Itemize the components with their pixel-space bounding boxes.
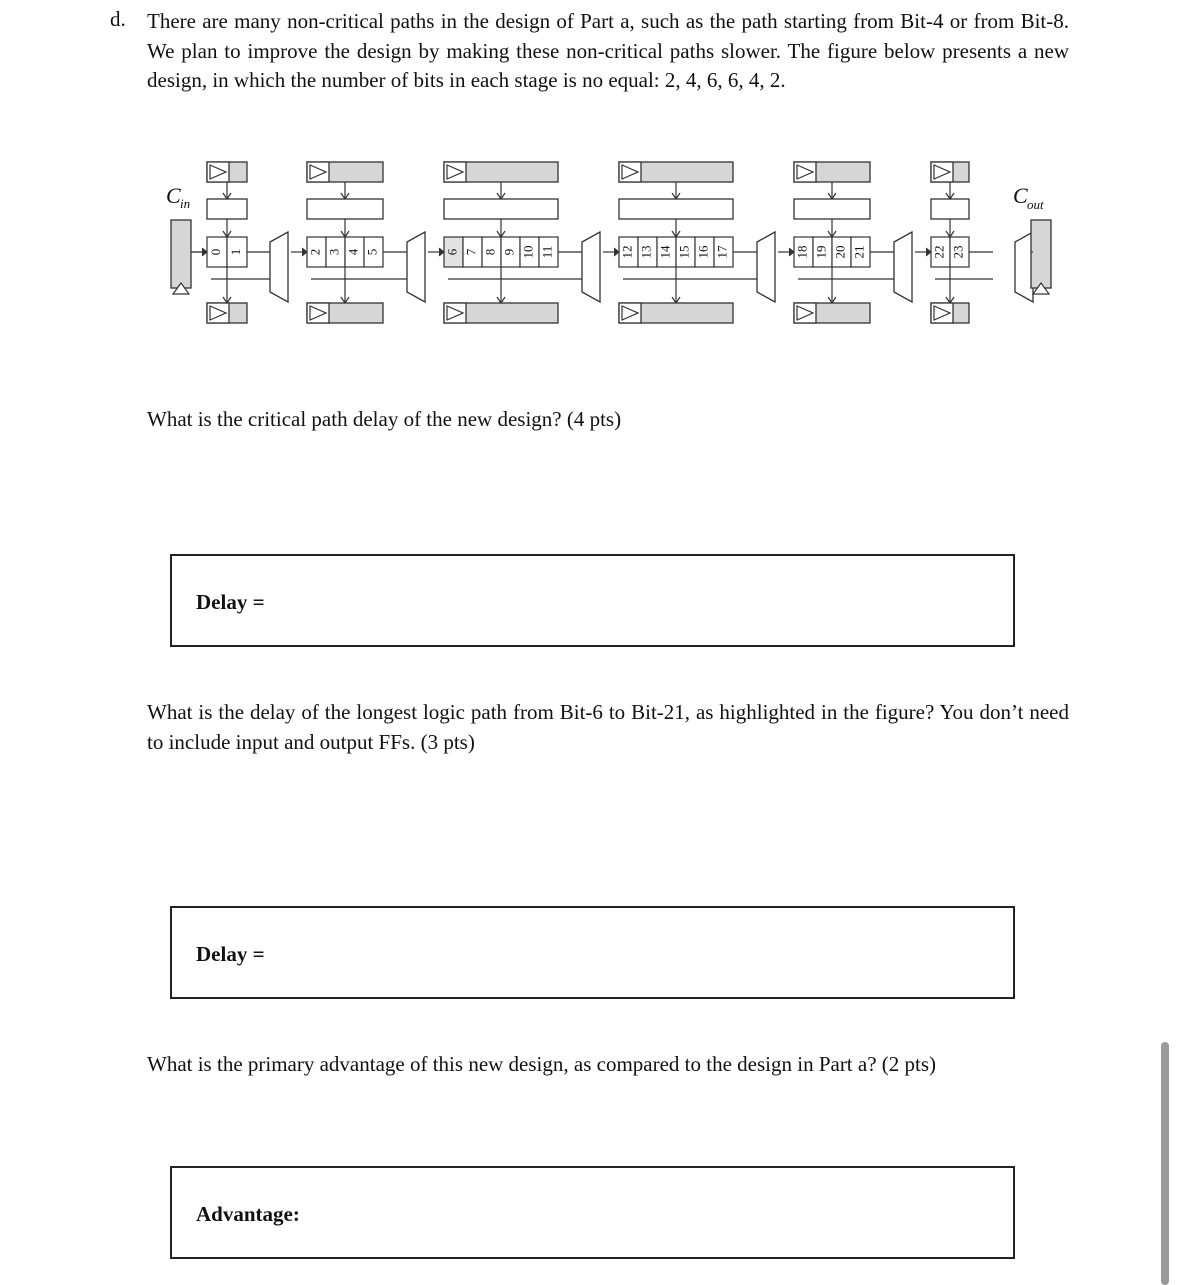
operand-register-stage-6 bbox=[931, 199, 969, 219]
answer-box-1-label: Delay = bbox=[196, 590, 265, 614]
question-1-text: What is the critical path delay of the new design? (4 pts) bbox=[147, 407, 622, 431]
bit-label: 23 bbox=[950, 245, 966, 259]
cin-register bbox=[171, 220, 191, 288]
bit-label: 8 bbox=[482, 248, 498, 256]
bit-label: 7 bbox=[463, 248, 479, 256]
arrow-head-icon bbox=[614, 248, 619, 256]
arrow-head-icon bbox=[439, 248, 444, 256]
answer-box-2-label: Delay = bbox=[196, 942, 265, 966]
carry-select-mux bbox=[894, 232, 912, 302]
scrollbar-thumb[interactable] bbox=[1161, 1042, 1169, 1285]
bit-label: 20 bbox=[832, 245, 848, 259]
question-label: d. bbox=[110, 7, 126, 31]
cout-subscript: out bbox=[1027, 197, 1044, 212]
bit-label: 0 bbox=[207, 248, 223, 256]
operand-register-stage-1 bbox=[207, 199, 247, 219]
answer-box-2[interactable] bbox=[170, 906, 1015, 999]
bit-label: 2 bbox=[307, 248, 323, 256]
bit-label: 22 bbox=[931, 245, 947, 259]
bit-label: 3 bbox=[326, 248, 342, 256]
bit-label: 1 bbox=[227, 248, 243, 256]
bit-label: 9 bbox=[501, 248, 517, 256]
arrow-head-icon bbox=[302, 248, 307, 256]
cin-label: C bbox=[166, 183, 181, 208]
bit-label: 10 bbox=[520, 245, 536, 259]
bit-label: 15 bbox=[676, 245, 692, 259]
carry-select-mux bbox=[1015, 232, 1033, 302]
answer-box-3[interactable] bbox=[170, 1166, 1015, 1259]
bit-label: 11 bbox=[539, 245, 555, 259]
bit-label: 14 bbox=[657, 245, 673, 259]
arrow-head-icon bbox=[926, 248, 931, 256]
bit-label: 5 bbox=[364, 248, 380, 256]
question-3-text: What is the primary advantage of this new design, as compared to the design in Part a? (2 pts) bbox=[147, 1052, 937, 1076]
bit-label: 16 bbox=[695, 245, 711, 259]
carry-select-mux bbox=[407, 232, 425, 302]
bit-label: 17 bbox=[714, 245, 730, 259]
answer-box-1[interactable] bbox=[170, 554, 1015, 647]
bit-label: 4 bbox=[345, 248, 361, 256]
operand-register-stage-3 bbox=[444, 199, 558, 219]
question-text: There are many non-critical paths in the design of Part a, such as the path starting from Bit-4 or from Bit-8. We plan to improve the design by making these non-critical paths slower. The figure below presents a new design, in which the number of bits in each stage is no equal: 2, 4, 6, 6, 4, 2. bbox=[147, 9, 1069, 92]
bit-label: 12 bbox=[619, 245, 635, 259]
cin-subscript: in bbox=[180, 196, 191, 211]
operand-register-stage-4 bbox=[619, 199, 733, 219]
carry-select-adder-figure bbox=[0, 140, 1179, 340]
operand-register-stage-5 bbox=[794, 199, 870, 219]
bit-label: 19 bbox=[813, 245, 829, 259]
carry-select-mux bbox=[270, 232, 288, 302]
carry-select-mux bbox=[757, 232, 775, 302]
answer-box-3-label: Advantage: bbox=[196, 1202, 300, 1226]
cout-register bbox=[1031, 220, 1051, 288]
cout-label: C bbox=[1013, 183, 1028, 208]
bit-label: 21 bbox=[851, 245, 867, 259]
question-2-text: What is the delay of the longest logic path from Bit-6 to Bit-21, as highlighted in the figure? You don’t need to include input and output FFs. (3 pts) bbox=[147, 700, 1069, 754]
arrow-head-icon bbox=[789, 248, 794, 256]
operand-register-stage-2 bbox=[307, 199, 383, 219]
bit-label: 18 bbox=[794, 245, 810, 259]
bit-label: 6 bbox=[444, 248, 460, 256]
bit-label: 13 bbox=[638, 245, 654, 259]
carry-select-mux bbox=[582, 232, 600, 302]
